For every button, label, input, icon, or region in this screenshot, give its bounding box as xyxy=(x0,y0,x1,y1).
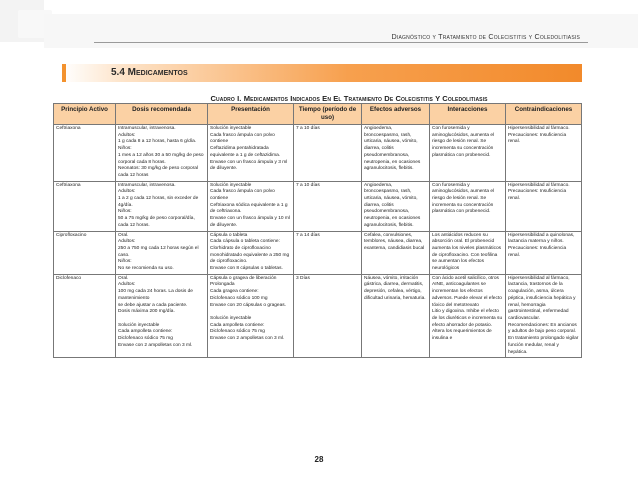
cell-efectos-adversos: Angioedema, broncoespasmo, rash, urticaria, náusea, vómito, diarrea, colitis pseudomembranosa, neutropenia, en ocasiones agranulocitosis, flebitis. xyxy=(362,181,430,231)
cell-interacciones: Con furosemida y aminoglucósidos, aumenta el riesgo de lesión renal. Se incrementa su concentración plasmática con probenecid. xyxy=(430,125,506,182)
medications-table xyxy=(53,103,582,358)
cell-principio-activo: Ciprofloxacino xyxy=(54,231,116,274)
cell-tiempo: 7 a 10 días xyxy=(294,181,362,231)
cell-principio-activo: Ceftriaxona xyxy=(54,181,116,231)
cell-presentacion: Solución inyectable Cada frasco ámpula con polvo contiene Ceftriaxona sódica equivalente a 1 g de ceftriaxona. Envase con un frasco ámpula y 10 ml de diluyente. xyxy=(208,181,294,231)
cell-efectos-adversos: Angioedema, broncoespasmo, rash, urticaria, náusea, vómito, diarrea, colitis pseudomembranosa, neutropenia, en ocasiones agranulocitosis, flebitis. xyxy=(362,125,430,182)
cell-interacciones: Con ácido acetil salicílico, otros AINE, anticoagulantes se incrementan los efectos adversos. Puede elevar el efecto tóxico del metotrexato Litio y digoxina. Inhibe el efecto de los diuréticos e incrementa su efecto ahorrador de potasio. Altera los requerimientos de insulina e xyxy=(430,274,506,357)
table-row xyxy=(54,181,582,231)
cell-contraindicaciones: Hipersensibilidad al fármaco. Precauciones: Insuficiencia renal. xyxy=(506,125,582,182)
cell-interacciones: Con furosemida y aminoglucósidos, aumenta el riesgo de lesión renal. Se incrementa su concentración plasmática con probenecid. xyxy=(430,181,506,231)
cell-interacciones: Los antiácidos reducen su absorción oral. El probenecid aumenta los niveles plasmáticos de ciprofloxacino. Con teofilina se aumentan los efectos neurológicos xyxy=(430,231,506,274)
cell-contraindicaciones: Hipersensibilidad a quinolonas, lactancia materna y niños. Precauciones: Insuficiencia renal. xyxy=(506,231,582,274)
header-principio-activo: Principio Activo xyxy=(54,104,116,125)
cell-dosis: Oral. Adultos: 100 mg cada 24 horas. La dosis de mantenimiento se debe ajustar a cada paciente. Dosis máxima 200 mg/día. Solución inyectable Cada ampolleta contiene: Diclofenaco sódico 75 mg Envase con 2 ampolletas con 3 ml. xyxy=(116,274,208,357)
header-contraindicaciones: Contraindicaciones xyxy=(506,104,582,125)
header-interacciones: Interacciones xyxy=(430,104,506,125)
cell-efectos-adversos: Cefalea, convulsiones, temblores, náusea, diarrea, exantema, candidiasis bucal xyxy=(362,231,430,274)
cell-presentacion: Cápsula o tableta Cada cápsula o tableta contiene: Clorhidrato de ciprofloxacino monohidratado equivalente a 250 mg de ciprofloxacino. Envase con 8 cápsulas o tabletas. xyxy=(208,231,294,274)
cell-principio-activo: Diclofenaco xyxy=(54,274,116,357)
cell-contraindicaciones: Hipersensibilidad al fármaco, lactancia, trastornos de la coagulación, asma, úlcera péptica, insuficiencia hepática y renal, hemorragia gastrointestinal, enfermedad cardiovascular. Recomendaciones: En ancianos y adultos de bajo peso corporal. En tratamiento prolongado vigilar función medular, renal y hepática. xyxy=(506,274,582,357)
header-efectos-adversos: Efectos adversos xyxy=(362,104,430,125)
header-tiempo: Tiempo (período de uso) xyxy=(294,104,362,125)
cell-dosis: Oral. Adultos: 250 a 750 mg cada 12 horas según el caso. Niños: No se recomienda su uso. xyxy=(116,231,208,274)
table-caption: Cuadro I. Medicamentos Indicados En El Tratamiento De Colecistitis Y Coledolitiasis xyxy=(210,94,488,103)
page-number: 28 xyxy=(314,455,324,464)
cell-tiempo: 3 Días xyxy=(294,274,362,357)
cell-efectos-adversos: Náusea, vómito, irritación gástrica, diarrea, dermatitis, depresión, cefalea, vértigo, dificultad urinaria, hematuria. xyxy=(362,274,430,357)
cell-presentacion: Cápsula o gragea de liberación Prolongada Cada gragea contiene: Diclofenaco sódico 100 mg Envase con 20 cápsulas o grageas. Solución inyectable Cada ampolleta contiene: Diclofenaco sódico 75 mg Envase con 2 ampolletas con 3 ml. xyxy=(208,274,294,357)
running-head: Diagnóstico y Tratamiento de Colecistitis y Coledolitiasis xyxy=(391,32,580,41)
table-row xyxy=(54,125,582,182)
header-dosis: Dosis recomendada xyxy=(116,104,208,125)
table-row xyxy=(54,231,582,274)
cell-tiempo: 7 a 14 días xyxy=(294,231,362,274)
table-row xyxy=(54,274,582,357)
section-banner-accent xyxy=(62,64,66,82)
table-header-row xyxy=(54,104,582,125)
cell-dosis: Intramuscular, intravenosa. Adultos: 1 a 2 g cada 12 horas, sin exceder de 4g/día. Niños: 50 a 75 mg/kg de peso corporal/día, cada 12 horas. xyxy=(116,181,208,231)
header-presentacion: Presentación xyxy=(208,104,294,125)
cell-presentacion: Solución inyectable Cada frasco ámpula con polvo contiene Ceftazidima pentahidratada equivalente a 1 g de ceftazidima. Envase con un frasco ámpula y 3 ml de diluyente. xyxy=(208,125,294,182)
header-divider xyxy=(94,42,588,43)
cell-contraindicaciones: Hipersensibilidad al fármaco. Precauciones: Insuficiencia renal. xyxy=(506,181,582,231)
section-title: 5.4 Medicamentos xyxy=(111,67,188,78)
cell-tiempo: 7 a 10 días xyxy=(294,125,362,182)
page-corner-tab xyxy=(0,0,44,42)
cell-dosis: Intramuscular, intravenosa. Adultos: 1 g cada 8 a 12 horas, hasta 6 g/día. Niños: 1 mes a 12 años 30 a 50 mg/kg de peso corporal cada 8 horas. Neonatos: 30 mg/kg de peso corporal cada 12 horas xyxy=(116,125,208,182)
cell-principio-activo: Ceftriaxona xyxy=(54,125,116,182)
